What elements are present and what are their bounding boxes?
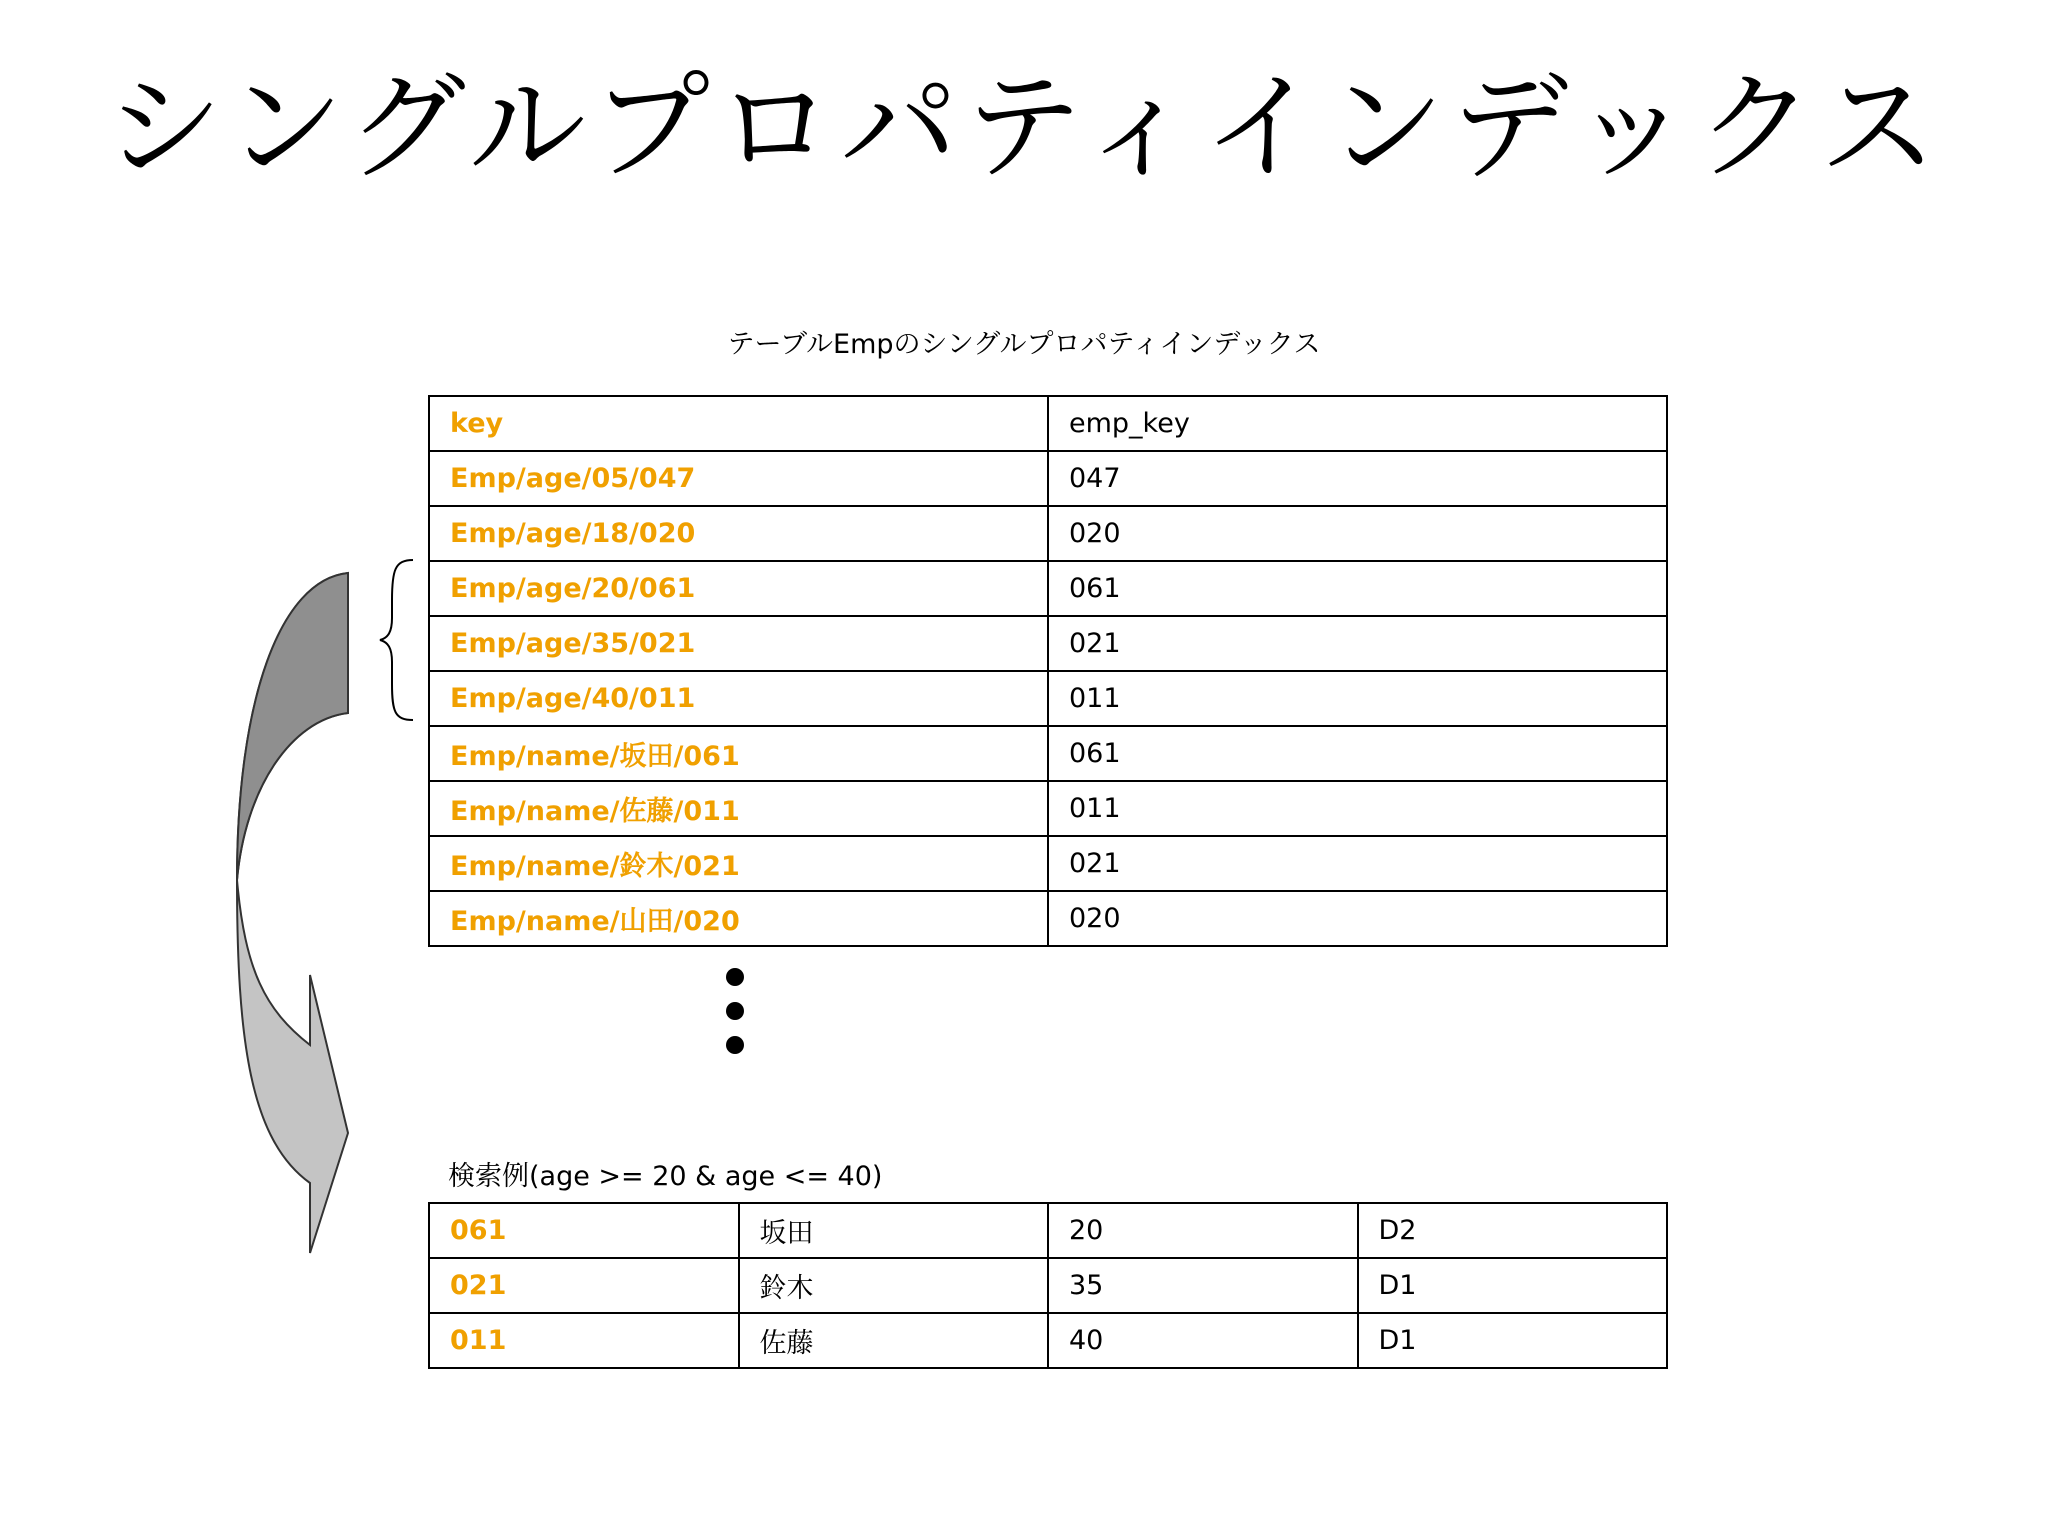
result-key-cell: 061	[429, 1203, 739, 1258]
table-row	[429, 1313, 1667, 1368]
slide-title: シングルプロパティインデックス	[104, 58, 1944, 196]
index-key-cell: Emp/age/40/011	[429, 671, 1048, 726]
table-row	[429, 1203, 1667, 1258]
index-key-cell: Emp/name/鈴木/021	[429, 836, 1048, 891]
emp-key-cell: 061	[1048, 561, 1667, 616]
emp-key-cell: 020	[1048, 891, 1667, 946]
result-dept-cell: D1	[1358, 1313, 1668, 1368]
result-key-cell: 011	[429, 1313, 739, 1368]
result-name-cell: 坂田	[739, 1203, 1049, 1258]
emp-key-cell: 020	[1048, 506, 1667, 561]
result-name-cell: 鈴木	[739, 1258, 1049, 1313]
index-key-cell: Emp/name/山田/020	[429, 891, 1048, 946]
header-key: key	[429, 396, 1048, 451]
emp-key-cell: 021	[1048, 836, 1667, 891]
index-table-caption: テーブルEmpのシングルプロパティインデックス	[727, 329, 1321, 360]
result-age-cell: 20	[1048, 1203, 1358, 1258]
left-brace-icon	[380, 560, 413, 720]
emp-key-cell: 021	[1048, 616, 1667, 671]
result-name-cell: 佐藤	[739, 1313, 1049, 1368]
result-age-cell: 35	[1048, 1258, 1358, 1313]
index-key-cell: Emp/name/坂田/061	[429, 726, 1048, 781]
result-dept-cell: D2	[1358, 1203, 1668, 1258]
result-age-cell: 40	[1048, 1313, 1358, 1368]
index-key-cell: Emp/age/20/061	[429, 561, 1048, 616]
result-dept-cell: D1	[1358, 1258, 1668, 1313]
emp-key-cell: 047	[1048, 451, 1667, 506]
index-key-cell: Emp/age/18/020	[429, 506, 1048, 561]
emp-key-cell: 061	[1048, 726, 1667, 781]
emp-key-cell: 011	[1048, 781, 1667, 836]
index-key-cell: Emp/age/05/047	[429, 451, 1048, 506]
index-key-cell: Emp/age/35/021	[429, 616, 1048, 671]
index-key-cell: Emp/name/佐藤/011	[429, 781, 1048, 836]
header-emp-key: emp_key	[1048, 396, 1667, 451]
emp-key-cell: 011	[1048, 671, 1667, 726]
curved-down-arrow-icon	[237, 573, 348, 1253]
search-example-caption: 検索例(age >= 20 & age <= 40)	[448, 1161, 883, 1192]
table-row	[429, 1258, 1667, 1313]
result-key-cell: 021	[429, 1258, 739, 1313]
search-result-table	[428, 1202, 1668, 1369]
